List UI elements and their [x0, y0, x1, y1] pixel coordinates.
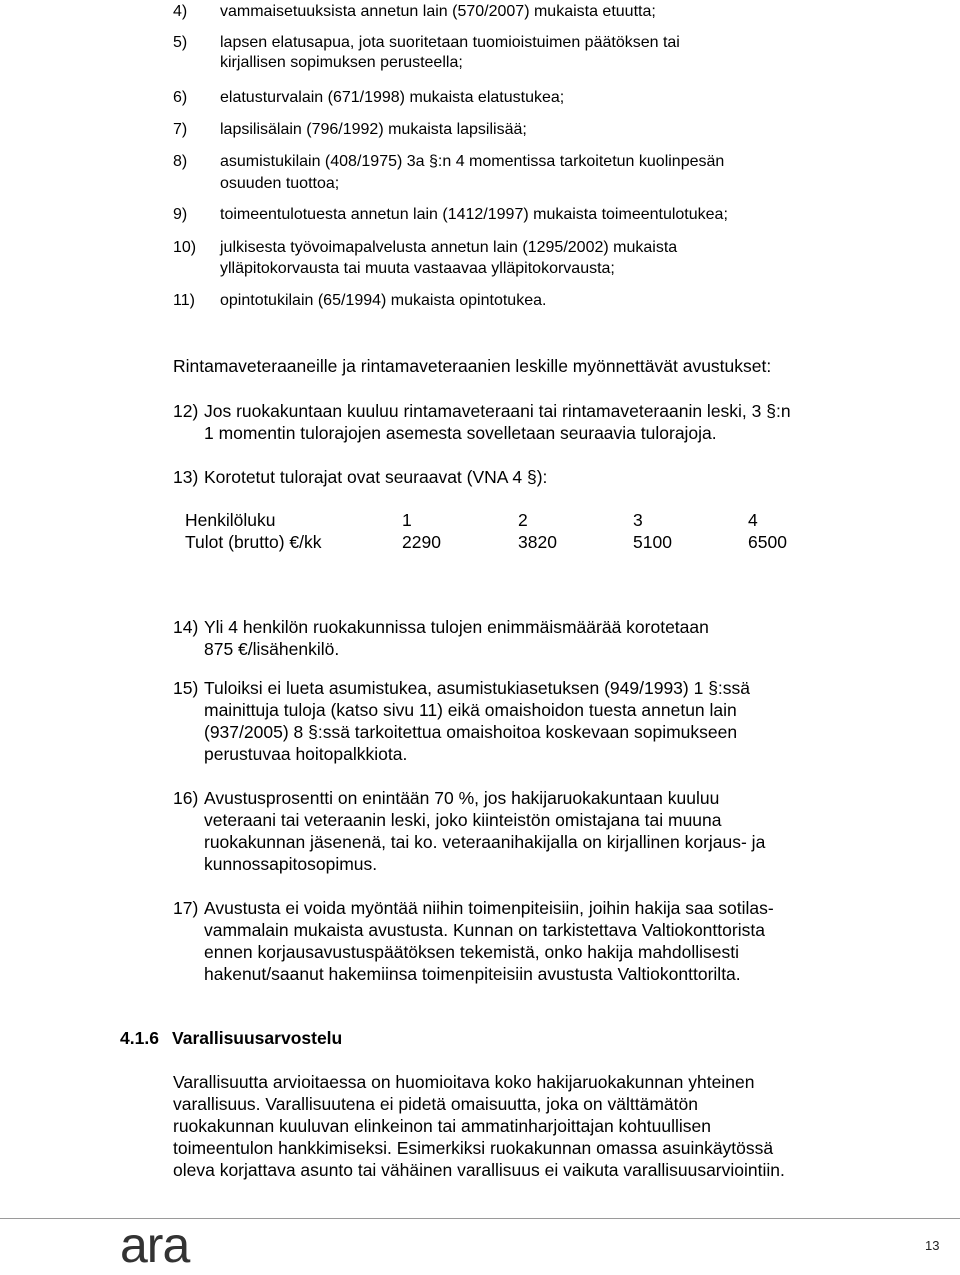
table-cell: 2290	[402, 532, 441, 552]
list-item-text: vammaisetuuksista annetun lain (570/2007) mukaista etuutta;	[220, 3, 656, 20]
list-item-num: 6)	[173, 89, 188, 106]
paragraph-line: varallisuus. Varallisuutena ei pidetä omaisuutta, joka on välttämätön	[173, 1094, 698, 1114]
table-cell: 6500	[748, 532, 787, 552]
list-item-text: 875 €/lisähenkilö.	[204, 639, 340, 659]
paragraph-line: ruokakunnan kuuluvan elinkeinon tai ammatinharjoittajan kohtuullisen	[173, 1116, 711, 1136]
list-item-text: vammalain mukaista avustusta. Kunnan on tarkistettava Valtiokonttorista	[204, 920, 765, 940]
paragraph-line: oleva korjattava asunto tai vähäinen varallisuus ei vaikuta varallisuusarviointiin.	[173, 1160, 785, 1180]
list-item-text: mainittuja tuloja (katso sivu 11) eikä omaishoidon tuesta annetun lain	[204, 700, 737, 720]
paragraph-line: toimeentulon hankkimiseksi. Esimerkiksi ruokakunnan omassa asuinkäytössä	[173, 1138, 774, 1158]
section-number: 4.1.6	[120, 1028, 159, 1048]
list-item-text: opintotukilain (65/1994) mukaista opintotukea.	[220, 292, 547, 309]
table-cell: Tulot (brutto) €/kk	[185, 532, 322, 552]
list-item-text: osuuden tuottoa;	[220, 175, 340, 192]
list-item-text: ennen korjausavustuspäätöksen tekemistä, onko hakija mahdollisesti	[204, 942, 740, 962]
section-title: Varallisuusarvostelu	[172, 1028, 343, 1048]
list-item-text: ruokakunnan jäsenenä, tai ko. veteraanihakijalla on kirjallinen korjaus- ja	[204, 832, 766, 852]
list-item-text: Avustusprosentti on enintään 70 %, jos hakijaruokakuntaan kuuluu	[204, 788, 720, 808]
table-cell: Henkilöluku	[185, 510, 276, 530]
list-item-text: veteraani tai veteraanin leski, joko kiinteistön omistajana tai muuna	[204, 810, 722, 830]
list-item-text: Yli 4 henkilön ruokakunnissa tulojen enimmäismäärää korotetaan	[204, 617, 709, 637]
list-item-text: hakenut/saanut hakemiinsa toimenpiteisiin avustusta Valtiokonttorilta.	[204, 964, 741, 984]
table-cell: 3	[633, 510, 643, 530]
list-item-num: 4)	[173, 3, 188, 20]
list-item-num: 9)	[173, 206, 188, 223]
list-item-text: lapsilisälain (796/1992) mukaista lapsilisää;	[220, 121, 527, 138]
list-item-text: julkisesta työvoimapalvelusta annetun lain (1295/2002) mukaista	[220, 239, 678, 256]
list-item-text: Avustusta ei voida myöntää niihin toimenpiteisiin, joihin hakija saa sotilas-	[204, 898, 774, 918]
list-item-text: lapsen elatusapua, jota suoritetaan tuomioistuimen päätöksen tai	[220, 34, 680, 51]
list-item-text: elatusturvalain (671/1998) mukaista elatustukea;	[220, 89, 565, 106]
list-item-text: (937/2005) 8 §:ssä tarkoitettua omaishoitoa koskevaan sopimukseen	[204, 722, 738, 742]
list-item-text: ylläpitokorvausta tai muuta vastaavaa ylläpitokorvausta;	[220, 260, 615, 277]
list-item-text: 1 momentin tulorajojen asemesta sovelletaan seuraavia tulorajoja.	[204, 423, 717, 443]
paragraph-line: Varallisuutta arvioitaessa on huomioitava koko hakijaruokakunnan yhteinen	[173, 1072, 755, 1092]
ara-logo: ara	[120, 1217, 190, 1273]
list-item-text: Korotetut tulorajat ovat seuraavat (VNA 4 §):	[204, 467, 548, 487]
list-item-text: toimeentulotuesta annetun lain (1412/1997) mukaista toimeentulotukea;	[220, 206, 728, 223]
list-item-num: 12)	[173, 401, 199, 421]
list-item-text: perustuvaa hoitopalkkiota.	[204, 744, 408, 764]
list-item-text: kirjallisen sopimuksen perusteella;	[220, 54, 463, 71]
table-cell: 1	[402, 510, 412, 530]
table-cell: 3820	[518, 532, 557, 552]
page-number: 13	[925, 1238, 940, 1253]
list-item-num: 10)	[173, 239, 197, 256]
table-cell: 2	[518, 510, 528, 530]
list-item-num: 16)	[173, 788, 199, 808]
table-cell: 4	[748, 510, 758, 530]
veteran-intro: Rintamaveteraaneille ja rintamaveteraanien leskille myönnettävät avustukset:	[173, 356, 772, 376]
list-item-num: 8)	[173, 153, 188, 170]
list-item-num: 7)	[173, 121, 188, 138]
list-item-num: 14)	[173, 617, 199, 637]
table-cell: 5100	[633, 532, 672, 552]
list-item-text: Jos ruokakuntaan kuuluu rintamaveteraani tai rintamaveteraanin leski, 3 §:n	[204, 401, 791, 421]
list-item-num: 5)	[173, 34, 188, 51]
list-item-text: Tuloiksi ei lueta asumistukea, asumistukiasetuksen (949/1993) 1 §:ssä	[204, 678, 751, 698]
list-item-text: kunnossapitosopimus.	[204, 854, 378, 874]
list-item-num: 15)	[173, 678, 199, 698]
list-item-text: asumistukilain (408/1975) 3a §:n 4 momentissa tarkoitetun kuolinpesän	[220, 153, 725, 170]
list-item-num: 13)	[173, 467, 199, 487]
list-item-num: 17)	[173, 898, 199, 918]
list-item-num: 11)	[173, 292, 195, 309]
